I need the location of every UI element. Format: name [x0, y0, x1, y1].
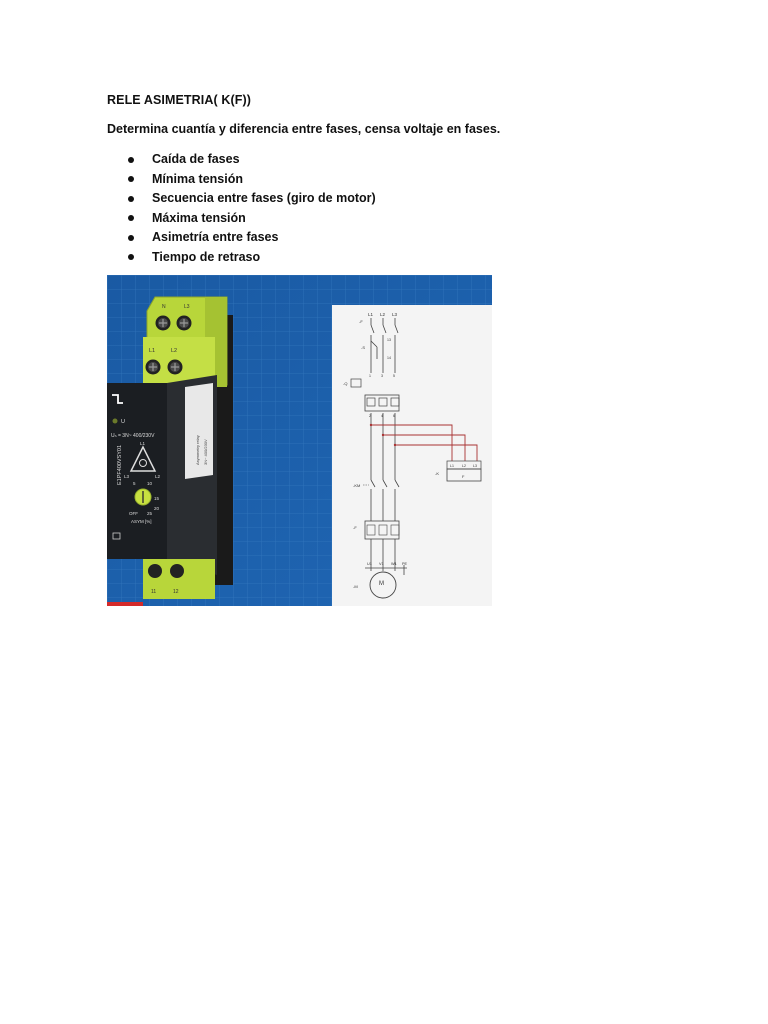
svg-text:V1: V1 — [379, 562, 384, 566]
svg-text:1: 1 — [369, 374, 371, 378]
svg-text:L3: L3 — [392, 312, 398, 317]
svg-text:3N~ 400/230V: 3N~ 400/230V — [203, 439, 208, 465]
svg-text:PE: PE — [402, 562, 408, 566]
svg-text:-Q: -Q — [343, 381, 348, 386]
progress-marker — [107, 602, 143, 606]
svg-text:-F: -F — [353, 525, 357, 530]
svg-text:6: 6 — [393, 414, 395, 418]
svg-text:L1: L1 — [140, 441, 146, 446]
svg-text:W1: W1 — [391, 562, 397, 566]
screw-icon — [170, 564, 184, 578]
svg-text:L3: L3 — [473, 464, 477, 468]
svg-text:-KM: -KM — [353, 483, 361, 488]
svg-text:13: 13 — [387, 338, 391, 342]
bullet-icon — [128, 176, 134, 182]
svg-text:L2: L2 — [380, 312, 386, 317]
svg-text:14: 14 — [387, 356, 391, 360]
svg-text:5: 5 — [393, 374, 395, 378]
list-item: Tiempo de retraso — [107, 248, 376, 268]
terminal-label: L2 — [171, 348, 178, 354]
svg-text:-F: -F — [359, 319, 363, 324]
svg-text:4: 4 — [381, 414, 383, 418]
svg-text:12: 12 — [173, 589, 179, 595]
svg-text:-K: -K — [435, 471, 439, 476]
svg-text:OFF: OFF — [129, 511, 138, 516]
terminal-label: L3 — [184, 304, 190, 310]
product-code: E1PF400VSY01 — [117, 444, 123, 485]
svg-text:L1: L1 — [450, 464, 454, 468]
terminal-label: L1 — [149, 348, 156, 354]
svg-text:-M: -M — [353, 584, 358, 589]
svg-text:15: 15 — [154, 496, 160, 501]
list-item: Mínima tensión — [107, 170, 376, 190]
svg-text:U1: U1 — [367, 562, 372, 566]
wiring-schematic — [332, 305, 492, 606]
svg-text:20: 20 — [154, 506, 160, 511]
led-icon — [113, 419, 118, 424]
list-item: Máxima tensión — [107, 209, 376, 229]
list-item: Caída de fases — [107, 150, 376, 170]
svg-text:25: 25 — [147, 511, 153, 516]
screw-icon — [148, 564, 162, 578]
bullet-icon — [128, 235, 134, 241]
bullet-icon — [128, 196, 134, 202]
bullet-icon — [128, 254, 134, 260]
relay-figure — [107, 275, 492, 606]
svg-text:2: 2 — [369, 414, 371, 418]
svg-text:11: 11 — [151, 589, 157, 595]
svg-text:L1: L1 — [368, 312, 374, 317]
svg-text:L2: L2 — [462, 464, 466, 468]
feature-list — [107, 150, 376, 267]
list-item: Secuencia entre fases (giro de motor) — [107, 189, 376, 209]
description-paragraph: Determina cuantía y diferencia entre fases, censa voltaje en fases. — [107, 122, 501, 136]
svg-text:L3: L3 — [124, 474, 130, 479]
svg-text:10: 10 — [147, 481, 153, 486]
svg-text:Asymmetry relay: Asymmetry relay — [195, 435, 200, 465]
rating-label: Uₙ = 3N~ 400/230V — [111, 433, 155, 439]
svg-text:-S: -S — [361, 345, 365, 350]
list-item: Asimetría entre fases — [107, 228, 376, 248]
svg-text:L2: L2 — [155, 474, 161, 479]
svg-text:ASYM [%]: ASYM [%] — [131, 519, 152, 524]
svg-text:M: M — [379, 581, 384, 587]
terminal-label: N — [162, 304, 166, 310]
bullet-icon — [128, 157, 134, 163]
document-title: RELE ASIMETRIA( K(F)) — [107, 93, 251, 107]
indicator-label: U — [121, 419, 125, 425]
bullet-icon — [128, 215, 134, 221]
svg-text:3: 3 — [381, 374, 383, 378]
svg-text:F: F — [462, 474, 465, 479]
svg-text:5: 5 — [133, 481, 136, 486]
schematic-background — [332, 305, 492, 606]
